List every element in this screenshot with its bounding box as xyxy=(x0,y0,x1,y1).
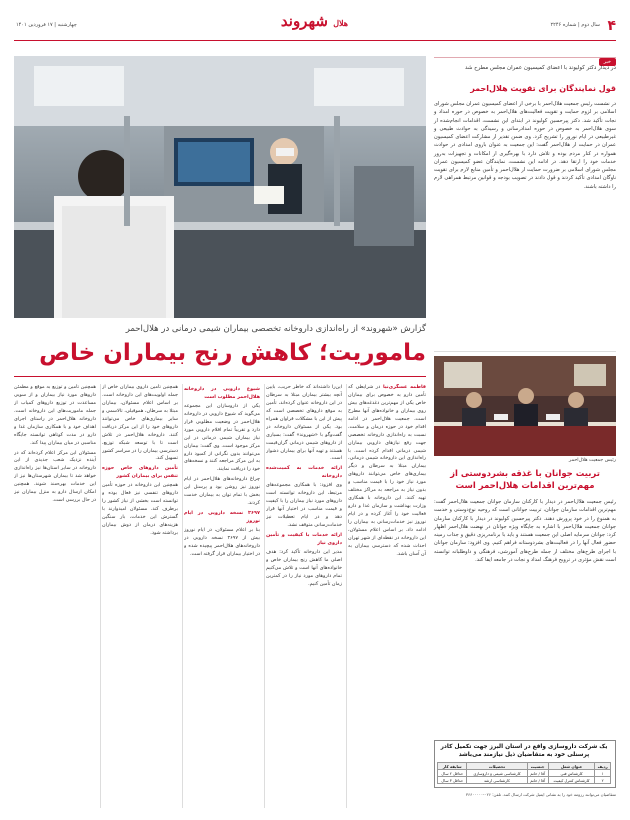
table-cell: کارشناسی ارشد xyxy=(467,777,527,784)
pharmacy-photo xyxy=(14,56,426,318)
table-cell: ۲ xyxy=(595,777,611,784)
subheading: ارائه خدمات با کیفیت و تأمین داروی نیاز xyxy=(266,531,342,546)
main-story xyxy=(14,48,426,808)
paragraph: مدیر این داروخانه تأکید کرد: هدف اصلی ما کاهش رنج بیماران خاص و خانواده‌های آنها است و تلاش می‌کنیم تمام داروهای مورد نیاز را در کمترین زمان تأمین کنیم. xyxy=(266,548,342,587)
header-divider xyxy=(14,40,616,41)
paragraph: بنا بر اعلام مسئولان، در ایام نوروز بیش از ۴۶۹۷ نسخه دارویی در داروخانه‌های هلال‌احمر پیچیده شده و در اختیار بیماران قرار گرفته است. xyxy=(184,526,260,557)
sidebar-body-1: در نشست رئیس جمعیت هلال‌احمر با برخی از اعضای کمیسیون عمران مجلس شورای اسلامی بر لزوم حمایت و تقویت فعالیت‌های هلال‌احمر به خصوص در حوزه امداد و نجات تأکید شد. دکتر پیرحسین کولیوند در ابتدای این نشست، اقدامات انجام‌شده از سوی هلال‌احمر به خصوص در حوزه امدادرسانی و رسیدگی به حوادث طبیعی و غیرطبیعی در ایام نوروز را تشریح کرد. وی ضمن تقدیر از مشارکت اعضای کمیسیون عمران در حمایت از هلال‌احمر گفت: این جمعیت به عنوان بازوی امدادی در حوادث همواره در کنار مردم بوده و تلاش دارد با بهره‌گیری از امکانات و تجهیزات به‌روز خدمات خود را ارتقا دهد. در ادامه این نشست، نمایندگان عضو کمیسیون عمران مجلس شورای اسلامی بر ضرورت حمایت از هلال‌احمر و تأمین منابع لازم برای تقویت ناوگان امدادی تأکید کردند و قول دادند در تصویب بودجه و قوانین مرتبط همراهی لازم را داشته باشند. xyxy=(434,101,616,190)
paragraph: چراغ داروخانه‌های هلال‌احمر در ایام نوروز نیز روشن بود و پرسنل این بخش با تمام توان به بیماران خدمت کردند. xyxy=(184,476,260,507)
story-columns xyxy=(14,384,426,808)
subheading: ارائه خدمات به کمیت‌شده داروخانه xyxy=(266,465,342,480)
table-cell: کارشناس فنی xyxy=(548,770,595,777)
story-column-1 xyxy=(348,384,426,808)
sidebar-divider xyxy=(434,351,616,352)
paragraph: مسئولان این مرکز اعلام کرده‌اند که در آینده نزدیک شعب جدیدی از این داروخانه در سایر استان‌ها نیز راه‌اندازی خواهد شد تا بیماران شهرستان‌ها نیز از این خدمات بهره‌مند شوند. همچنین امکان ارسال دارو به منزل بیماران نیز در حال بررسی است. xyxy=(14,449,96,504)
story-kicker: گزارش «شهروند» از راه‌اندازی داروخانه تخصصی بیماران شیمی درمانی در هلال‌احمر xyxy=(125,324,426,334)
job-ad-header-cell: ردیف xyxy=(595,763,611,770)
job-ad-header-cell: جنسیت xyxy=(527,763,548,770)
logo-text: شهروند xyxy=(280,12,328,30)
sidebar-lead: در دیدار دکتر کولیوند با اعضای کمیسیون عمران مجلس مطرح شد xyxy=(464,65,616,71)
story-column-4 xyxy=(102,384,178,808)
sidebar-photo xyxy=(434,356,616,456)
subheading: شیوع دارویی در داروخانه هلال‌احمر مطلوب است xyxy=(184,386,260,400)
page-number: ۴ xyxy=(607,18,616,34)
table-row xyxy=(438,777,611,784)
subheading: ۴۶۹۷ نسخه دارویی در ایام نوروز xyxy=(184,510,260,524)
job-ad-box xyxy=(434,740,616,788)
sidebar-body-2: رئیس جمعیت هلال‌احمر در دیدار با کارکنان سازمان جوانان جمعیت هلال‌احمر گفت: مهم‌ترین اقدامات سازمان جوانان، تربیت جوانانی است که روحیه نوع‌دوستی و خدمت به همنوع را در خود پرورش دهند. دکتر پیرحسین کولیوند در دیدار با کارکنان سازمان جوانان جمعیت هلال‌احمر با اشاره به جایگاه ویژه جوانان در نهضت هلال‌احمر اظهار کرد: جوانان سرمایه اصلی این جمعیت هستند و باید با برنامه‌ریزی دقیق و جذاب زمینه حضور فعال آنها را در فعالیت‌های بشردوستانه فراهم کنیم. وی افزود: سازمان جوانان با اجرای طرح‌های مختلف از جمله طرح‌های آموزشی، فرهنگی و داوطلبانه توانسته است نقش مؤثری در ترویج فرهنگ امداد و نجات در جامعه ایفا کند. xyxy=(434,499,616,563)
meeting-photo-illustration xyxy=(434,356,616,456)
story-column-2 xyxy=(266,384,342,808)
table-row xyxy=(438,770,611,777)
table-cell: ۱ xyxy=(595,770,611,777)
column-divider xyxy=(100,384,101,808)
job-ad-title: یک شرکت داروسازی واقع در استان البرز جهت تکمیل کادر پرسنلی خود به متقاضیان ذیل نیازمند می‌باشد xyxy=(440,744,608,758)
issue-info: سال دوم | شماره ۲۲۴۶ xyxy=(550,22,600,28)
sidebar-headline-2: تربیت جوانان با غذقه بشردوستی از مهم‌ترین اقدامات هلال‌احمر است xyxy=(450,469,600,492)
paragraph: همچنین تأمین داروی بیماران خاص از جمله اولویت‌های این داروخانه است. بر اساس اعلام مسئولان، بیماران مبتلا به سرطان، هموفیلی، تالاسمی و سایر بیماری‌های خاص می‌توانند داروهای خود را از این مرکز دریافت کنند. داروخانه هلال‌احمر در تلاش است تا با توسعه شبکه توزیع، دسترسی بیماران را در سراسر کشور تسهیل کند. xyxy=(102,384,178,462)
table-cell: حداقل ۲ سال xyxy=(438,770,467,777)
logo-prefix: هلال xyxy=(333,18,348,28)
pharmacy-counter-illustration xyxy=(14,56,426,318)
story-column-5 xyxy=(14,384,96,808)
paragraph: یکی از داروسازان این مجموعه می‌گوید که شیوع دارویی در داروخانه هلال‌احمر در وضعیت مطلوبی قرار دارد و تقریباً تمام اقلام دارویی مورد نیاز بیماران شیمی درمانی در این مرکز موجود است. وی گفت: بیماران می‌توانند بدون نگرانی از کمبود دارو به این مرکز مراجعه کنند و نسخه‌های خود را دریافت نمایند. xyxy=(184,402,260,473)
paragraph: وی افزود: با همکاری مجموعه‌های مرتبط، این داروخانه توانسته است داروهای مورد نیاز بیماران را با کیفیت و قیمت مناسب در اختیار آنها قرار دهد و در ایام تعطیلات نیز خدمات‌رسانی متوقف نشد. xyxy=(266,482,342,528)
headline-divider xyxy=(14,376,426,377)
column-divider xyxy=(346,384,347,808)
sidebar-headline: قول نمایندگان برای تقویت هلال‌احمر xyxy=(470,84,616,93)
column-divider xyxy=(182,384,183,808)
job-ad-header-cell: سابقه کار xyxy=(438,763,467,770)
column-divider xyxy=(264,384,265,808)
story-headline: ماموریت؛ کاهش رنج بیماران خاص xyxy=(39,340,426,366)
news-sidebar xyxy=(434,48,616,808)
table-cell: کارشناس کنترل کیفیت xyxy=(548,777,595,784)
paragraph: همچنین این داروخانه در حوزه تأمین داروهای تنفسی نیز فعال بوده و توانسته است بخشی از نیاز کشور را برطرف کند. مسئولان امیدوارند با گسترش این خدمات، بار سنگین هزینه‌های درمان از دوش بیماران برداشته شود. xyxy=(102,482,178,536)
table-cell: آقا / خانم xyxy=(527,770,548,777)
page-header xyxy=(0,12,630,40)
job-ad-header-row xyxy=(438,763,611,770)
section-tag-bar xyxy=(434,48,616,65)
paragraph: این‌را داشته‌اند که خاطر حریب، بایین آنچه بیشتر بیماران مبتلا به سرطان در این داروخانه عنوان کرده‌اند، تأمین به موقع داروهای تخصصی است که پیش از این با مشکلات فراوان همراه بود. یکی از مسئولان داروخانه در گفت‌وگو با «شهروند» گفت: بسیاری از داروهای شیمی درمانی گران‌قیمت هستند و تهیه آنها برای بیماران دشوار است. xyxy=(266,384,342,462)
sidebar-photo-caption: رئیس جمعیت هلال‌احمر xyxy=(568,458,616,463)
table-cell: آقا / خانم xyxy=(527,777,548,784)
newspaper-logo xyxy=(281,12,348,30)
job-ad-table xyxy=(437,762,611,784)
table-cell: حداقل ۳ سال xyxy=(438,777,467,784)
story-column-3 xyxy=(184,384,260,808)
job-ad-header-cell: عنوان شغل xyxy=(548,763,595,770)
byline: فاطمه عسگری‌نیا xyxy=(382,384,426,390)
issue-date: چهارشنبه | ۱۷ فروردین ۱۴۰۱ xyxy=(16,22,77,28)
paragraph: در شرایطی که تأمین دارو به خصوص برای بیماران خاص یکی از مهم‌ترین دغدغه‌های بیش روی بیماران و خانواده‌های آنها مطرح است، جمعیت هلال‌احمر در ادامه اقدام خود در حوزه درمان و سلامت، نسبت به راه‌اندازی داروخانه تخصصی جهت رفع نیازهای دارویی بیماران شیمی درمانی اقدام کرده است. با راه‌اندازی این داروخانه شیمی درمانی، بیماران مبتلا به سرطان و دیگر بیماری‌های خاص می‌توانند داروهای مورد نیاز خود را با قیمت مناسب و بدون نیاز به مراجعه به مراکز مختلف تهیه کنند. این داروخانه با همکاری وزارت بهداشت و سازمان غذا و دارو فعالیت خود را آغاز کرده و در ایام نوروز نیز خدمات‌رسانی به بیماران را ادامه داد. بر اساس اعلام مسئولان، این داروخانه در نقطه‌ای از شهر تهران احداث شده که دسترسی بیماران به آن آسان باشد. xyxy=(348,384,426,557)
job-ad-header-cell: تحصیلات xyxy=(467,763,527,770)
table-cell: کارشناسی شیمی و داروسازی xyxy=(467,770,527,777)
paragraph: همچنین تأمین و توزیع به موقع و مطمئن داروهای مورد نیاز بیماران و از سویی مساعدت در توزیع داروهای کمیاب از جمله ماموریت‌های این داروخانه است. داروخانه هلال‌احمر در راستای اجرای اهداف خود و با همکاری سازمان غذا و دارو در مدت کوتاهی توانسته جایگاه مناسبی در میان بیماران پیدا کند. xyxy=(14,384,96,446)
section-tag: خبر xyxy=(599,58,616,66)
job-ad-footer: متقاضیان می‌توانند رزومه خود را به نشانی ایمیل شرکت ارسال کنند. تلفن: ۰۲۶-۳۶۶۰۰۰۰۰ xyxy=(465,792,616,797)
subheading: تأمین داروهای خاص حوزه تنفس برای بیماران کشور xyxy=(102,465,178,480)
